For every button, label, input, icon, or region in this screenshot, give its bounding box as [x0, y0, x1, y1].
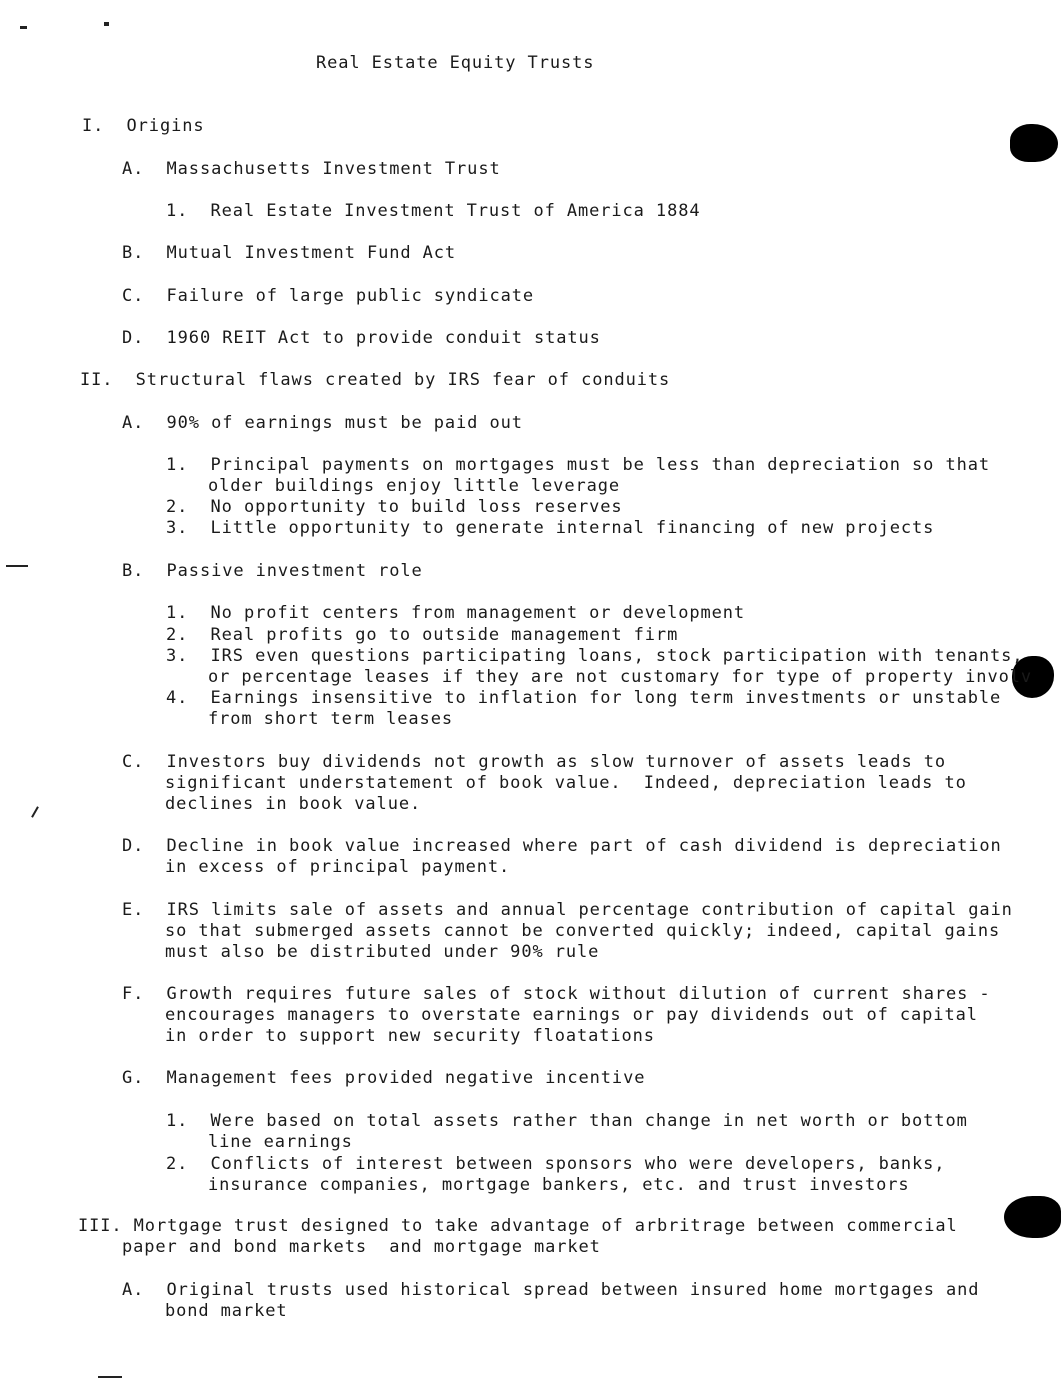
outline-line: C. Failure of large public syndicate — [122, 286, 534, 306]
outline-line: 4. Earnings insensitive to inflation for long term investments or unstable — [166, 688, 1002, 708]
outline-line: in order to support new security floatations — [165, 1026, 655, 1046]
outline-line: B. Mutual Investment Fund Act — [122, 243, 457, 263]
outline-line: A. Massachusetts Investment Trust — [122, 159, 501, 179]
outline-line: paper and bond markets and mortgage market — [122, 1237, 601, 1257]
outline-line: encourages managers to overstate earnings or pay dividends out of capital — [165, 1005, 978, 1025]
outline-line: C. Investors buy dividends not growth as slow turnover of assets leads to — [122, 752, 946, 772]
outline-line: insurance companies, mortgage bankers, etc. and trust investors — [208, 1175, 910, 1195]
outline-line: D. Decline in book value increased where part of cash dividend is depreciation — [122, 836, 1002, 856]
outline-line: or percentage leases if they are not customary for type of property involv — [208, 667, 1032, 687]
margin-dash — [6, 565, 28, 567]
outline-line: declines in book value. — [165, 794, 422, 814]
outline-line: A. Original trusts used historical spread between insured home mortgages and — [122, 1280, 980, 1300]
outline-line: 2. No opportunity to build loss reserves — [166, 497, 623, 517]
outline-line: F. Growth requires future sales of stock without dilution of current shares - — [122, 984, 991, 1004]
outline-line: 1. No profit centers from management or development — [166, 603, 746, 623]
page-title: Real Estate Equity Trusts — [316, 53, 595, 73]
outline-line: must also be distributed under 90% rule — [165, 942, 600, 962]
margin-tick — [31, 806, 39, 817]
punch-hole-blot — [1010, 124, 1058, 162]
outline-line: so that submerged assets cannot be converted quickly; indeed, capital gains — [165, 921, 1001, 941]
scan-speck — [20, 26, 27, 29]
outline-line: A. 90% of earnings must be paid out — [122, 413, 523, 433]
outline-line: 2. Conflicts of interest between sponsors who were developers, banks, — [166, 1154, 946, 1174]
outline-line: bond market — [165, 1301, 288, 1321]
outline-line: II. Structural flaws created by IRS fear of conduits — [80, 370, 671, 390]
outline-line: D. 1960 REIT Act to provide conduit status — [122, 328, 601, 348]
outline-line: line earnings — [208, 1132, 353, 1152]
outline-line: III. Mortgage trust designed to take advantage of arbritrage between commercial — [78, 1216, 958, 1236]
outline-line: G. Management fees provided negative incentive — [122, 1068, 646, 1088]
outline-line: B. Passive investment role — [122, 561, 423, 581]
outline-line: 2. Real profits go to outside management firm — [166, 625, 679, 645]
outline-line: 3. Little opportunity to generate internal financing of new projects — [166, 518, 935, 538]
outline-line: from short term leases — [208, 709, 453, 729]
outline-line: older buildings enjoy little leverage — [208, 476, 620, 496]
outline-line: significant understatement of book value. Indeed, depreciation leads to — [165, 773, 967, 793]
scan-speck — [98, 1376, 122, 1378]
scan-speck — [104, 22, 109, 26]
outline-line: 1. Principal payments on mortgages must be less than depreciation so that — [166, 455, 990, 475]
outline-line: I. Origins — [82, 116, 205, 136]
outline-line: E. IRS limits sale of assets and annual percentage contribution of capital gain — [122, 900, 1013, 920]
outline-line: in excess of principal payment. — [165, 857, 511, 877]
outline-line: 1. Were based on total assets rather than change in net worth or bottom — [166, 1111, 968, 1131]
punch-hole-blot — [1004, 1196, 1061, 1238]
outline-line: 1. Real Estate Investment Trust of America 1884 — [166, 201, 701, 221]
outline-line: 3. IRS even questions participating loans, stock participation with tenants, — [166, 646, 1024, 666]
